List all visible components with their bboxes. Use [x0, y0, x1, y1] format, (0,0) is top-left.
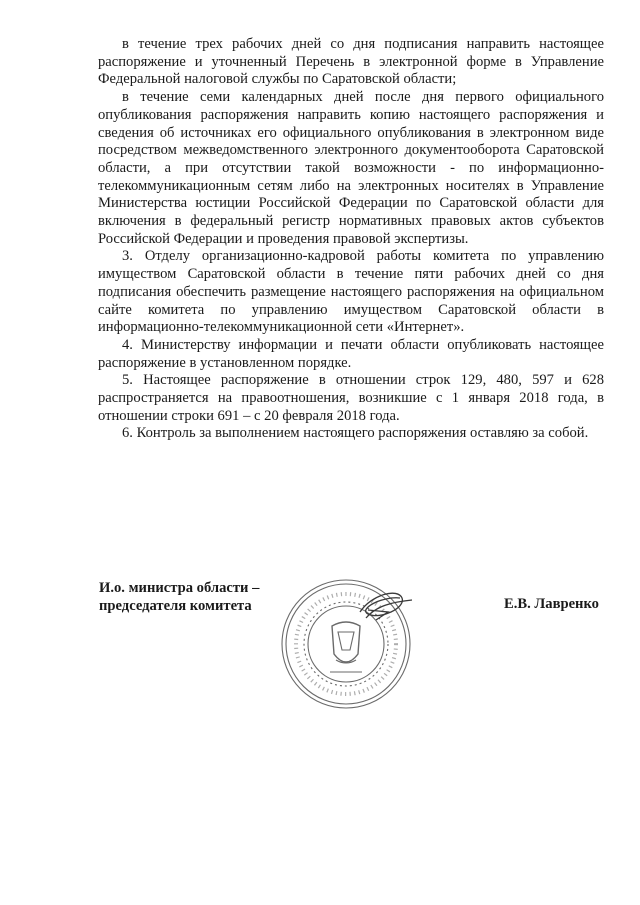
- document-body: [98, 36, 604, 443]
- paragraph-effective-dates: 5. Настоящее распоряжение в отношении строк 129, 480, 597 и 628 распространяется на правоотношения, возникшие с 1 января 2018 года, в отношении строки 691 – с 20 февраля 2018 года.: [98, 372, 604, 424]
- signatory-position-line2: председателя комитета: [99, 597, 252, 614]
- signatory-position: [99, 580, 299, 615]
- official-seal-icon: [272, 574, 420, 712]
- paragraph-justice-ministry: в течение семи календарных дней после дня первого официального опубликования распоряжения направить копию настоящего распоряжения и сведения об источниках его официального опубликования в электронном виде посредством межведомственного электронного документооборота Саратовской области, а при отсутствии такой возможности - по информационно-телекоммуникационным сетям либо на электронных носителях в Управление Министерства юстиции Российской Федерации по Саратовской области для включения в федеральный регистр нормативных правовых актов субъектов Российской Федерации и проведения правовой экспертизы.: [98, 89, 604, 247]
- signatory-position-line1: И.о. министра области –: [99, 580, 260, 596]
- signatory-name: Е.В. Лавренко: [504, 596, 599, 612]
- handwritten-signature-icon: [360, 593, 412, 620]
- paragraph-control: 6. Контроль за выполнением настоящего распоряжения оставляю за собой.: [122, 425, 589, 442]
- paragraph-website-publication: 3. Отделу организационно-кадровой работы комитета по управлению имуществом Саратовской области в течение пяти рабочих дней со дня подписания обеспечить размещение настоящего распоряжения на официальном сайте комитета по управлению имуществом Саратовской области в информационно-телекоммуникационной сети «Интернет».: [98, 248, 604, 336]
- paragraph-tax-service: в течение трех рабочих дней со дня подписания направить настоящее распоряжение и уточненный Перечень в электронной форме в Управление Федеральной налоговой службы по Саратовской области;: [98, 36, 604, 88]
- paragraph-ministry-information: 4. Министерству информации и печати области опубликовать настоящее распоряжение в установленном порядке.: [98, 336, 604, 371]
